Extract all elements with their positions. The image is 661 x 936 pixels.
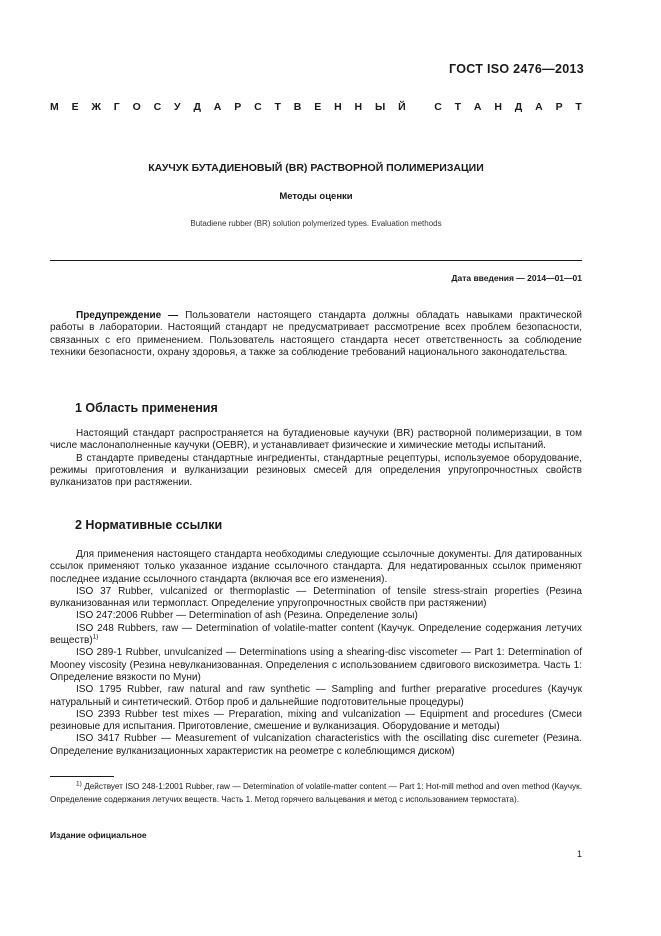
warning-paragraph (50, 310, 582, 359)
heading-letter: Н (354, 101, 363, 113)
heading-letter: С (153, 101, 162, 113)
references-intro: Для применения настоящего стандарта необходимы следующие ссылочные документы. Для датированных ссылок применяют только указанное издание ссылочного стандарта. Для недатированных ссылок применяют последнее издание ссылочного стандарта (включая все его изменения). (50, 549, 582, 585)
heading-letter: Р (555, 101, 563, 113)
heading-letter: Н (494, 101, 502, 113)
heading-letter: А (213, 101, 222, 113)
heading-letter: Р (234, 101, 242, 113)
references-list (50, 549, 582, 758)
page-number: 1 (576, 849, 582, 859)
section-1-heading: 1 Область применения (75, 401, 218, 415)
heading-letter: Д (193, 101, 201, 113)
footnote (50, 781, 582, 806)
heading-letter: Т (274, 101, 281, 113)
section-1-body (50, 428, 582, 489)
word-gap (418, 101, 421, 113)
reference-item: ISO 1795 Rubber, raw natural and raw synthetic — Sampling and further preparative procedures (Каучук натуральный и синтетический. Отбор проб и дальнейшие подготовительные процедуры) (50, 684, 582, 708)
heading-letter: Д (514, 101, 523, 113)
heading-letter: Ж (91, 101, 101, 113)
heading-letter: Е (314, 101, 322, 113)
footnote-text: Действует ISO 248-1:2001 Rubber, raw — Determination of volatile-matter content — Part 1: Hot-mill method and oven method (Каучук. Определение содержания летучих веществ. Часть 1. Метод горячего вальцевания и метод с использованием термостата). (50, 782, 582, 804)
footnote-divider (50, 776, 114, 777)
section-2-heading: 2 Нормативные ссылки (75, 518, 223, 532)
reference-item: ISO 248 Rubbers, raw — Determination of volatile-matter content (Каучук. Определение содержания летучих веществ)$^{1)}$ (50, 622, 582, 647)
heading-letter: С (254, 101, 262, 113)
heading-letter: Е (71, 101, 79, 113)
document-title: КАУЧУК БУТАДИЕНОВЫЙ (BR) РАСТВОРНОЙ ПОЛИМЕРИЗАЦИИ (148, 162, 484, 174)
introduction-date: Дата введения — 2014—01—01 (451, 273, 582, 283)
heading-letter: Н (334, 101, 342, 113)
reference-item: ISO 2393 Rubber test mixes — Preparation, mixing and vulcanization — Equipment and procedures (Смеси резиновые для испытания. Приготовление, смешение и вулканизация. Оборудование и методы) (50, 708, 582, 733)
document-subtitle: Методы оценки (279, 191, 353, 202)
heading-letter: Т (454, 101, 462, 113)
english-title: Butadiene rubber (BR) solution polymerized types. Evaluation methods (190, 219, 442, 228)
heading-letter: Г (113, 101, 120, 113)
section-1-paragraph: Настоящий стандарт распространяется на бутадиеновые каучуки (BR) растворной полимеризации, в том числе маслонаполненные каучуки (OEBR), и устанавливает физические и химические методы испытаний. (50, 428, 582, 452)
heading-letter: Й (398, 101, 406, 113)
title-divider (50, 260, 582, 261)
heading-letter: В (293, 101, 302, 113)
official-edition-label: Издание официальное (50, 830, 147, 840)
section-1-paragraph: В стандарте приведены стандартные ингредиенты, стандартные рецептуры, используемое оборудование, режимы приготовления и вулканизации резиновых смесей для определения упругопрочностных свойств вулканизатов при растяжении. (50, 452, 582, 489)
reference-item: ISO 289-1 Rubber, unvulcanized — Determinations using a shearing-disc viscometer — Part 1: Determination of Mooney viscosity (Резина невулканизованная. Определения с использованием сдвигового вискозиметра. Часть 1: Определение вязкости по Муни) (50, 647, 582, 683)
heading-letter: У (174, 101, 181, 113)
heading-letter: С (434, 101, 442, 113)
warning-text: Пользователи настоящего стандарта должны обладать навыками практической работы в лаборатории. Настоящий стандарт не предусматривает рассмотрение всех проблем безопасности, связанных с его применением. Пользователь настоящего стандарта несет ответственность за соблюдение техники безопасности, охрану здоровья, а также за соблюдение требований национального законодательства. (50, 310, 582, 358)
heading-letter: А (473, 101, 482, 113)
heading-letter: Ы (374, 101, 386, 113)
interstate-standard-heading (50, 101, 582, 113)
reference-item: ISO 3417 Rubber — Measurement of vulcanization characteristics with the oscillating disc curemeter (Резина. Определение вулканизационных характеристик на реометре с колеблющимся диском) (50, 733, 582, 757)
reference-item: ISO 37 Rubber, vulcanized or thermoplastic — Determination of tensile stress-strain properties (Резина вулканизованная или термопласт. Определение упругопрочностных свойств при растяжении) (50, 585, 582, 610)
reference-item: ISO 247:2006 Rubber — Determination of ash (Резина. Определение золы) (76, 610, 418, 622)
heading-letter: Т (575, 101, 582, 113)
footnote-ref: 1) (92, 633, 99, 641)
footnote-mark: 1) (76, 780, 82, 788)
heading-letter: М (50, 101, 59, 113)
standard-code: ГОСТ ISO 2476—2013 (449, 62, 584, 76)
heading-letter: О (132, 101, 141, 113)
heading-letter: А (535, 101, 543, 113)
warning-label: Предупреждение — (76, 310, 179, 321)
